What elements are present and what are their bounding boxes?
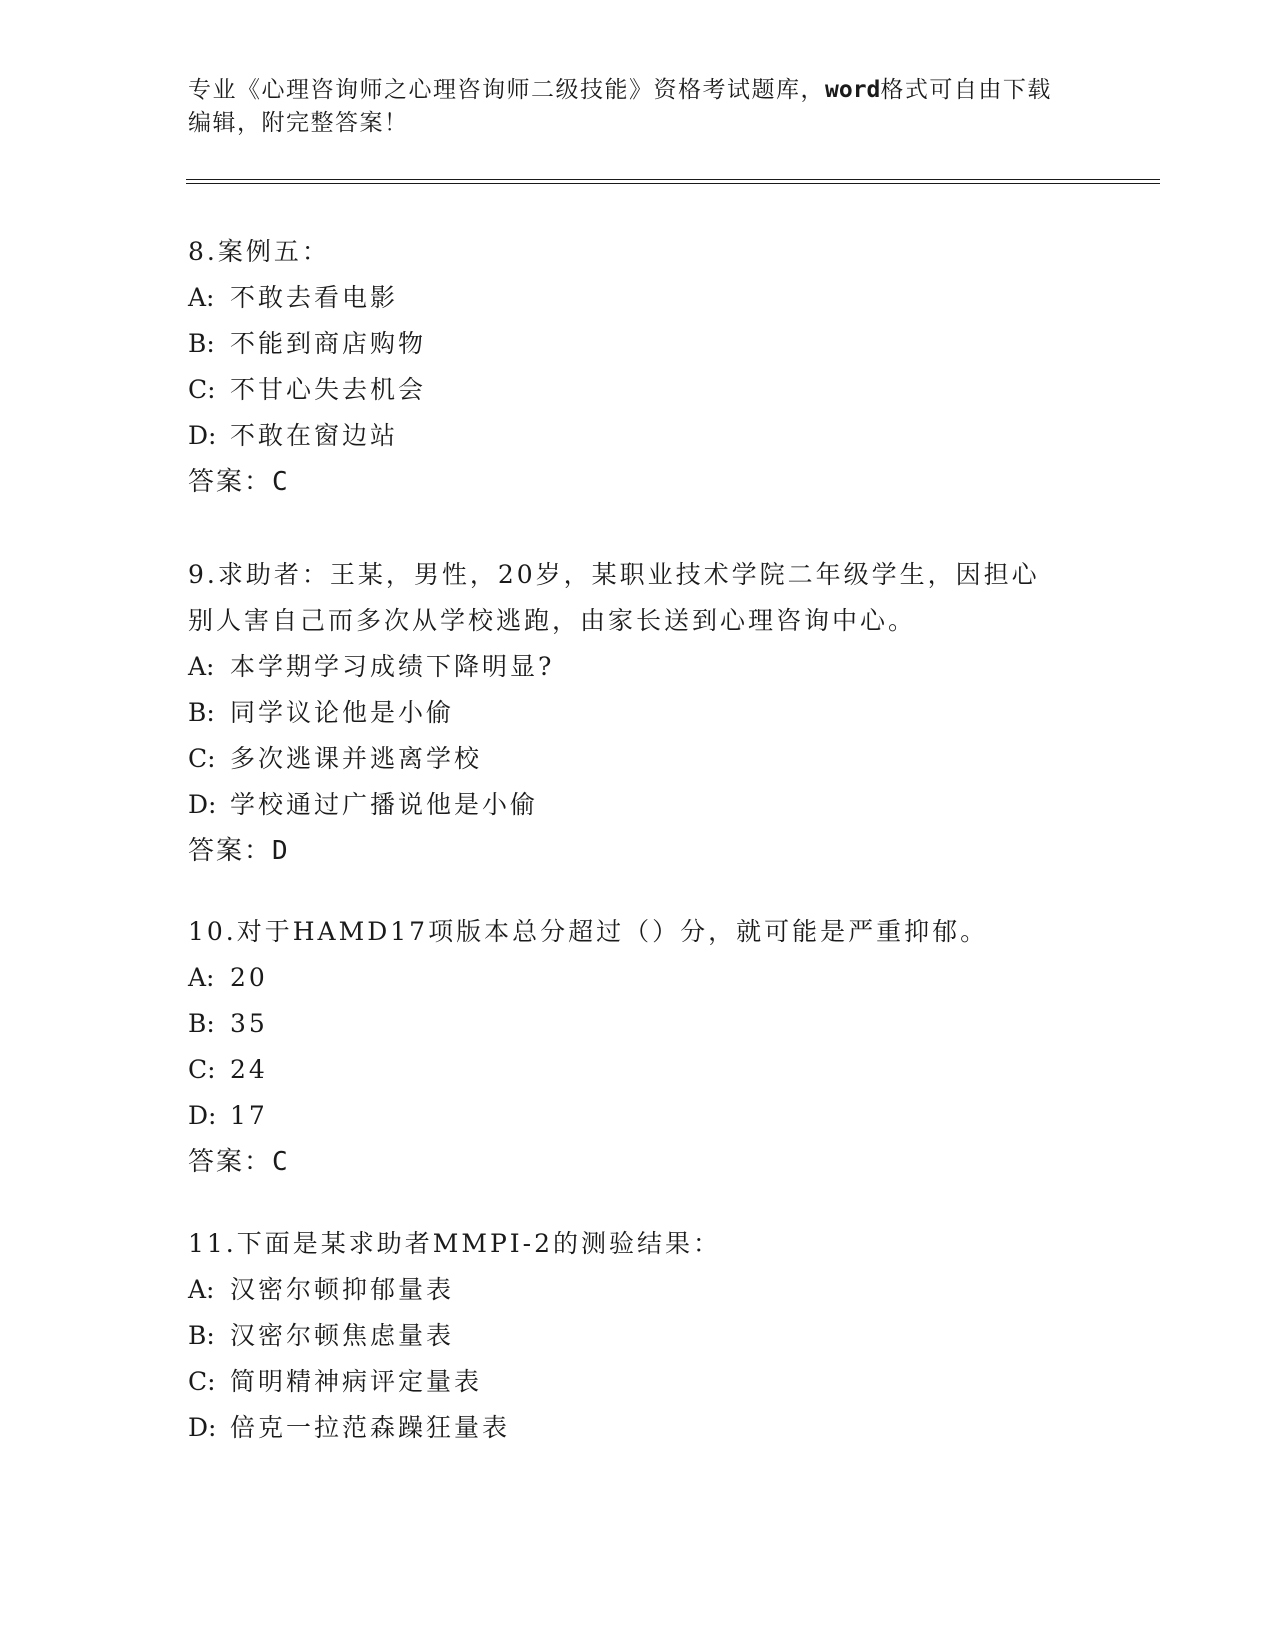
answer-label: 答案： — [188, 1147, 273, 1177]
option-text: 多次逃课并逃离学校 — [230, 744, 483, 773]
question-8 — [188, 229, 1088, 505]
question-stem: 8.案例五： — [188, 237, 330, 266]
option-text: 不敢在窗边站 — [230, 421, 399, 450]
option-text: 35 — [230, 1009, 268, 1038]
option-d — [188, 782, 1088, 828]
option-text: 不能到商店购物 — [230, 329, 427, 358]
answer-line — [188, 1139, 1088, 1185]
question-11 — [188, 1221, 1088, 1451]
option-text: 24 — [230, 1055, 268, 1084]
option-b — [188, 690, 1088, 736]
option-text: 17 — [230, 1101, 268, 1130]
option-d — [188, 1093, 1088, 1139]
question-stem: 10.对于HAMD17项版本总分超过（）分，就可能是严重抑郁。 — [188, 917, 989, 946]
option-letter: D: — [188, 1101, 217, 1130]
option-text: 汉密尔顿焦虑量表 — [230, 1321, 455, 1350]
option-a — [188, 644, 1088, 690]
question-9 — [188, 552, 1088, 874]
header-text-pre: 专业《心理咨询师之心理咨询师二级技能》资格考试题库， — [188, 77, 825, 103]
option-letter: C: — [188, 375, 216, 404]
header-line-2: 编辑，附完整答案！ — [188, 110, 409, 136]
option-a — [188, 1267, 1088, 1313]
answer-value: C — [272, 1147, 290, 1177]
option-c — [188, 367, 1088, 413]
option-letter: A: — [188, 1275, 215, 1304]
answer-label: 答案： — [188, 467, 273, 497]
option-letter: C: — [188, 1367, 216, 1396]
option-letter: D: — [188, 790, 217, 819]
option-text: 学校通过广播说他是小偷 — [230, 790, 539, 819]
option-letter: D: — [188, 421, 217, 450]
header-text-post: 格式可自由下载 — [880, 77, 1052, 103]
header-line-1 — [188, 74, 1088, 107]
option-text: 倍克一拉范森躁狂量表 — [230, 1413, 511, 1442]
option-letter: B: — [188, 1009, 215, 1038]
option-text: 本学期学习成绩下降明显? — [230, 652, 555, 681]
option-c — [188, 736, 1088, 782]
option-text: 简明精神病评定量表 — [230, 1367, 483, 1396]
option-letter: B: — [188, 329, 215, 358]
option-a — [188, 275, 1088, 321]
option-text: 不敢去看电影 — [230, 283, 399, 312]
option-d — [188, 1405, 1088, 1451]
answer-value: C — [272, 467, 290, 497]
option-a — [188, 955, 1088, 1001]
option-letter: A: — [188, 963, 215, 992]
option-text: 不甘心失去机会 — [230, 375, 427, 404]
answer-label: 答案： — [188, 836, 273, 866]
answer-line — [188, 828, 1088, 874]
option-letter: C: — [188, 744, 216, 773]
option-c — [188, 1047, 1088, 1093]
header-word-label: word — [825, 77, 881, 103]
question-stem-line-1: 9.求助者：王某，男性，20岁，某职业技术学院二年级学生，因担心 — [188, 560, 1040, 589]
option-text: 20 — [230, 963, 268, 992]
question-10 — [188, 909, 1088, 1185]
option-b — [188, 1313, 1088, 1359]
option-b — [188, 1001, 1088, 1047]
header-divider-top — [186, 179, 1160, 180]
option-d — [188, 413, 1088, 459]
question-stem-line-2: 别人害自己而多次从学校逃跑，由家长送到心理咨询中心。 — [188, 606, 917, 635]
question-stem: 11.下面是某求助者MMPI-2的测验结果： — [188, 1229, 722, 1258]
answer-line — [188, 459, 1088, 505]
option-letter: D: — [188, 1413, 217, 1442]
document-header — [188, 74, 1088, 140]
option-letter: A: — [188, 283, 215, 312]
option-letter: C: — [188, 1055, 216, 1084]
option-letter: A: — [188, 652, 215, 681]
option-letter: B: — [188, 698, 215, 727]
option-c — [188, 1359, 1088, 1405]
option-text: 同学议论他是小偷 — [230, 698, 455, 727]
option-letter: B: — [188, 1321, 215, 1350]
answer-value: D — [272, 836, 290, 866]
option-text: 汉密尔顿抑郁量表 — [230, 1275, 455, 1304]
header-divider-bottom — [186, 183, 1160, 184]
option-b — [188, 321, 1088, 367]
